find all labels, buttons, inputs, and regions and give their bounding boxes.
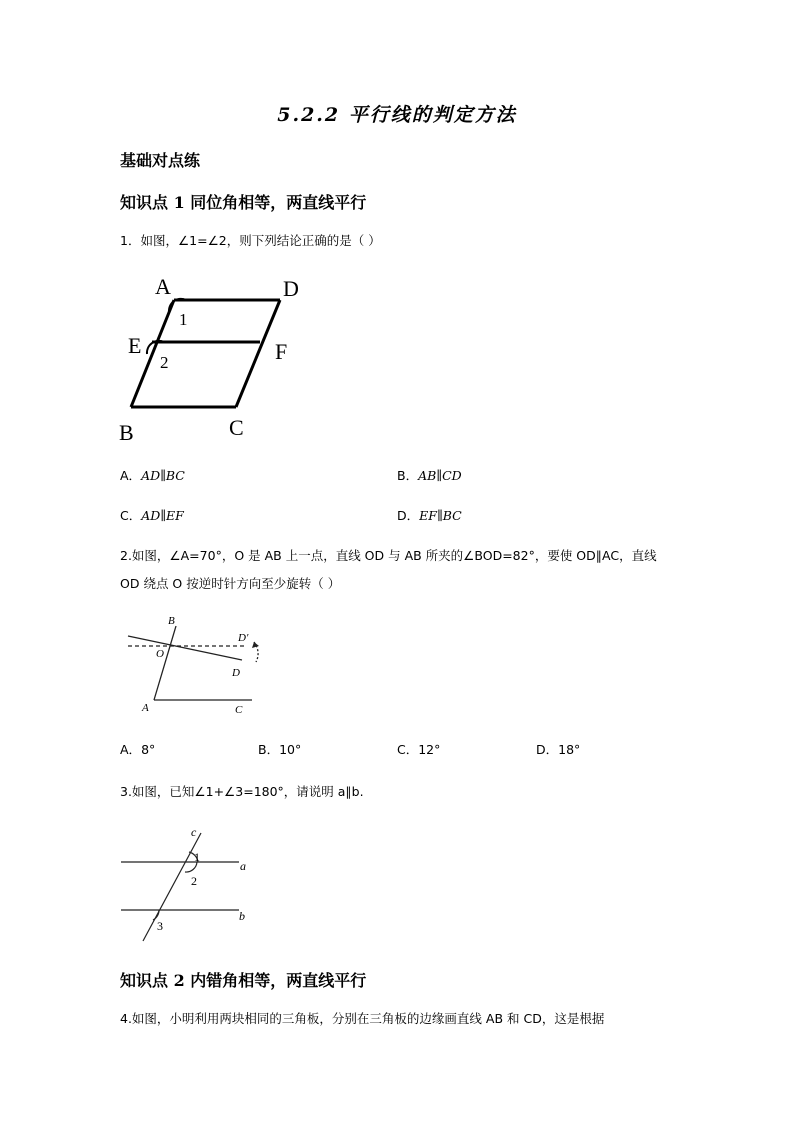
q2-option-c[interactable] <box>397 740 440 758</box>
q1-option-a[interactable] <box>120 466 185 484</box>
label-a: A <box>155 274 171 299</box>
q1-option-c-text: AD∥EF <box>141 508 184 523</box>
label-a: a <box>240 859 246 873</box>
q2-option-a[interactable] <box>120 740 155 758</box>
knowledge-point-1-heading: 知识点 1 同位角相等，两直线平行 <box>120 193 367 212</box>
label-angle-3: 3 <box>157 919 163 933</box>
label-angle-1: 1 <box>194 850 200 864</box>
question-2-line-1: 2.如图，∠A=70°，O 是 AB 上一点，直线 OD 与 AB 所夹的∠BOD=82°，要使 OD∥AC，直线 <box>120 548 657 563</box>
page-title: 5.2.2 平行线的判定方法 <box>277 104 517 126</box>
q1-option-a-letter: A． <box>120 468 142 483</box>
question-3-figure <box>115 825 265 945</box>
label-angle-2: 2 <box>160 353 169 372</box>
q2-option-c-letter: C． <box>397 742 419 757</box>
q2-option-b-text: 10° <box>279 742 302 757</box>
question-1-figure <box>110 268 320 448</box>
q1-option-c-letter: C． <box>120 508 142 523</box>
label-angle-1: 1 <box>179 310 188 329</box>
label-c: c <box>191 825 197 839</box>
q1-option-d-letter: D． <box>397 508 420 523</box>
knowledge-point-2-heading: 知识点 2 内错角相等，两直线平行 <box>120 971 367 990</box>
question-2-line-2: OD 绕点 O 按逆时针方向至少旋转（ ） <box>120 576 341 591</box>
label-d-prime: D′ <box>238 632 249 644</box>
label-b: b <box>239 909 245 923</box>
q2-option-b-letter: B． <box>258 742 280 757</box>
q1-option-d[interactable] <box>397 506 462 524</box>
q1-option-b-text: AB∥CD <box>418 468 462 483</box>
label-b: B <box>119 420 134 445</box>
question-3-text: 3.如图，已知∠1+∠3=180°，请说明 a∥b. <box>120 784 364 799</box>
label-o: O <box>156 648 164 660</box>
label-d: D <box>232 667 240 679</box>
q2-option-b[interactable] <box>258 740 301 758</box>
label-e: E <box>128 333 142 358</box>
label-c: C <box>235 704 243 716</box>
label-f: F <box>275 339 288 364</box>
label-a: A <box>142 702 149 714</box>
question-4-text: 4.如图，小明利用两块相同的三角板，分别在三角板的边缘画直线 AB 和 CD，这是根据 <box>120 1011 605 1026</box>
q1-option-d-text: EF∥BC <box>419 508 462 523</box>
q1-option-a-text: AD∥BC <box>141 468 185 483</box>
q1-option-c[interactable] <box>120 506 184 524</box>
q2-option-a-letter: A． <box>120 742 142 757</box>
label-b: B <box>168 615 175 627</box>
label-c: C <box>229 415 244 440</box>
segment-dc <box>236 300 280 407</box>
q2-option-a-text: 8° <box>141 742 156 757</box>
line-ba <box>154 626 176 700</box>
question-2-figure <box>120 612 265 717</box>
question-1-text: 1．如图，∠1=∠2，则下列结论正确的是（ ） <box>120 233 381 248</box>
q2-option-d-letter: D． <box>536 742 559 757</box>
section-heading-basic: 基础对点练 <box>120 151 201 170</box>
line-od <box>128 636 242 660</box>
q2-option-d-text: 18° <box>558 742 581 757</box>
q2-option-c-text: 12° <box>418 742 441 757</box>
q2-option-d[interactable] <box>536 740 580 758</box>
label-angle-2: 2 <box>191 874 197 888</box>
q1-option-b[interactable] <box>397 466 462 484</box>
rotation-arrow-head <box>252 642 259 648</box>
label-d: D <box>283 276 299 301</box>
q1-option-b-letter: B． <box>397 468 419 483</box>
